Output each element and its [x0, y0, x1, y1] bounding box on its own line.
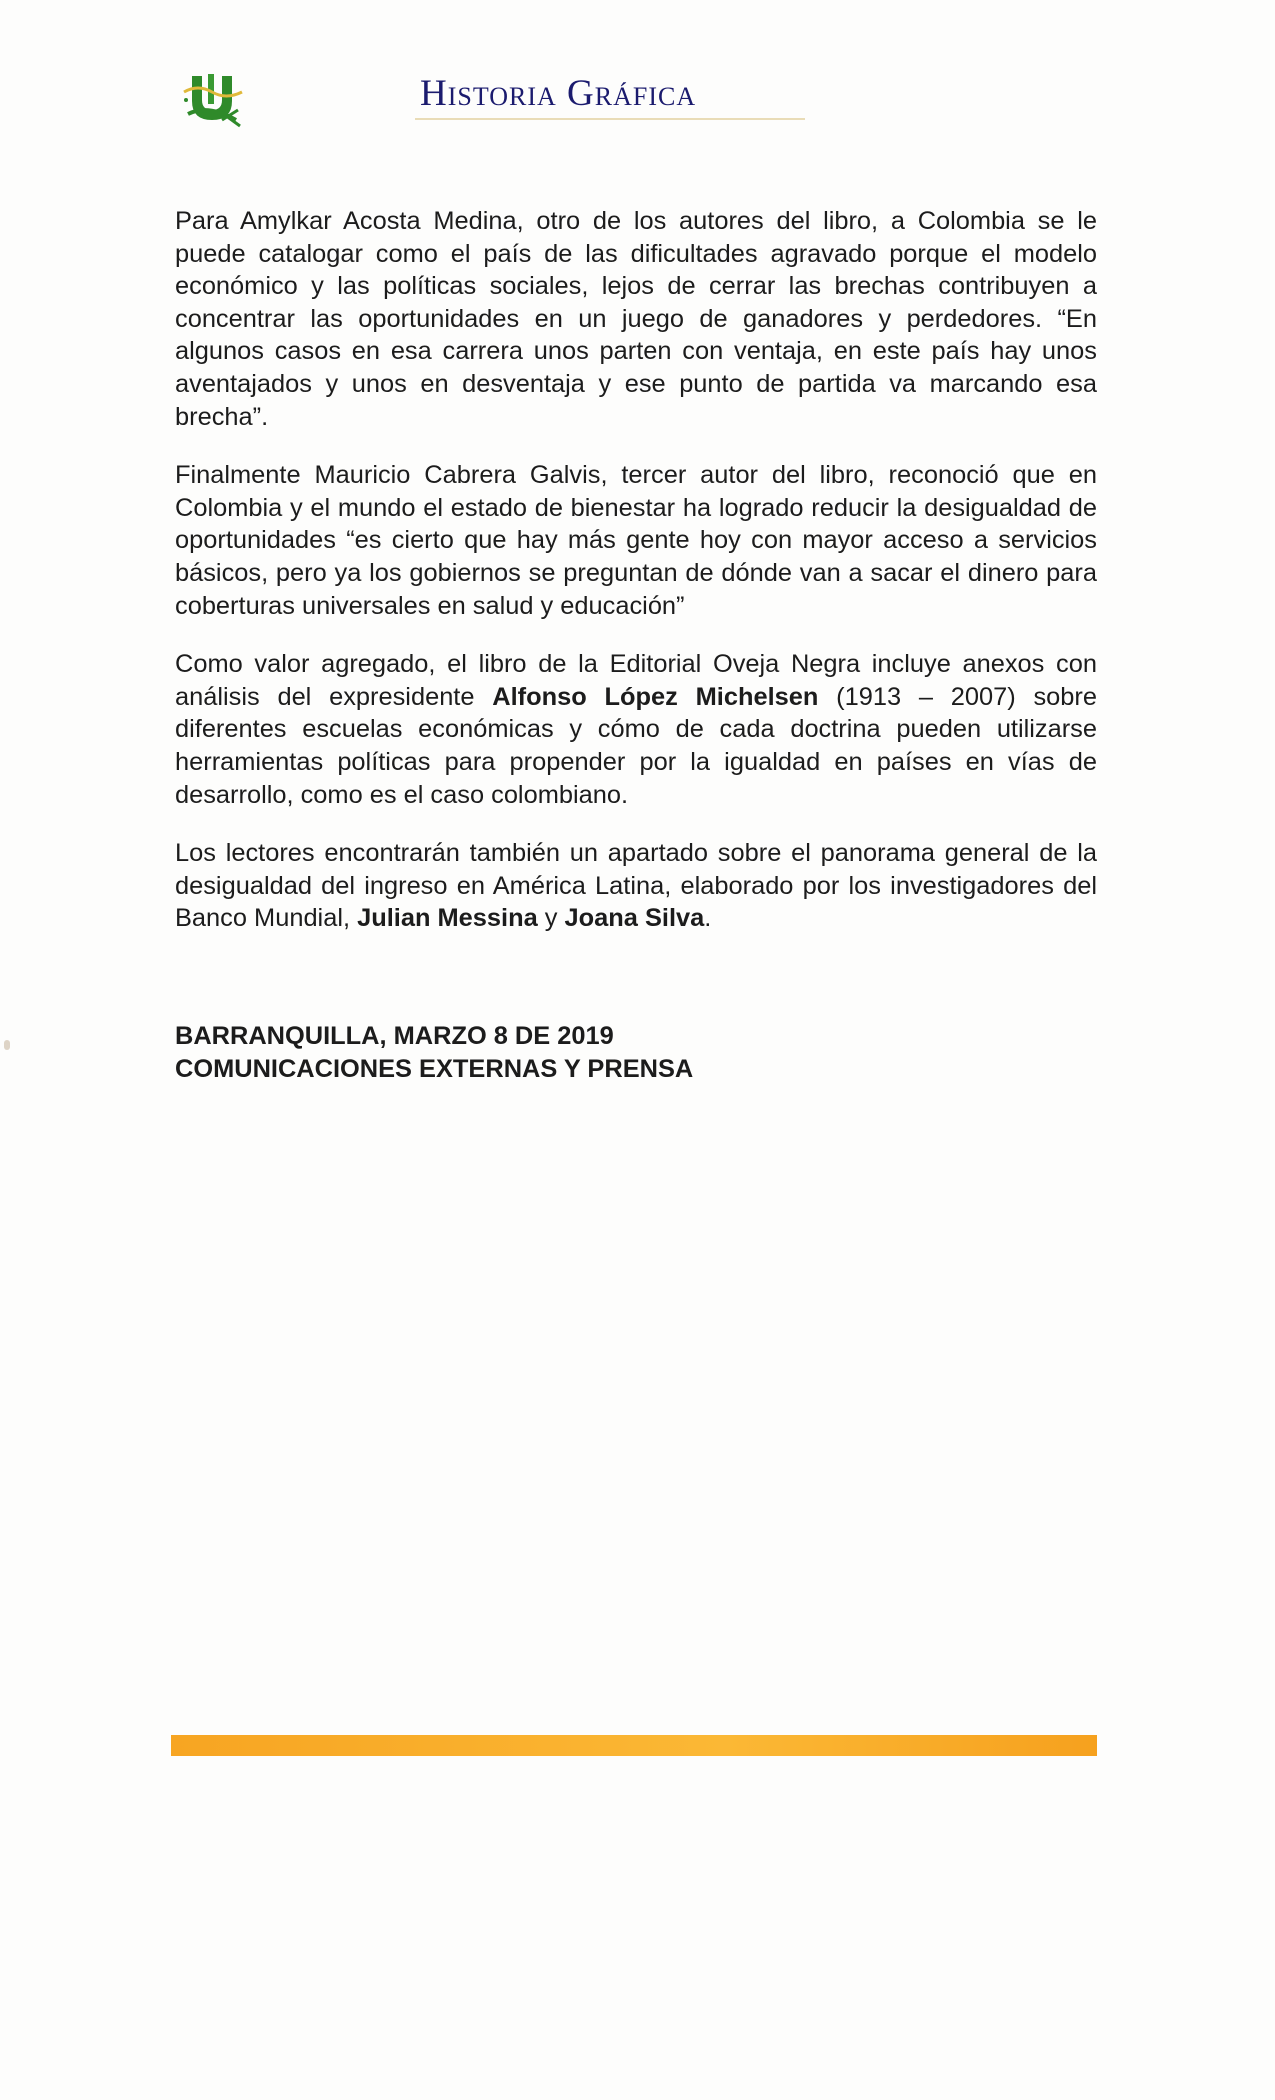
person-name: Alfonso López Michelsen — [492, 682, 819, 711]
paragraph-text: Los lectores encontrarán también un apartado sobre el panorama general de la desigualdad del ingreso en América Latina, elaborado por los investigadores del Banco Mundial, — [175, 839, 1097, 933]
university-crest-icon — [178, 70, 250, 128]
paragraph-text: Como valor agregado, el libro de la Editorial Oveja Negra incluye anexos con análisis del expresidente — [175, 650, 1097, 711]
paragraph-cabrera: Finalmente Mauricio Cabrera Galvis, tercer autor del libro, reconoció que en Colombia y el mundo el estado de bienestar ha logrado reducir la desigualdad de oportunidades “es cierto que hay más gente hoy con mayor acceso a servicios básicos, pero ya los gobiernos se preguntan de dónde van a sacar el dinero para coberturas universales en salud y educación” — [175, 461, 1097, 620]
signoff-date: BARRANQUILLA, MARZO 8 DE 2019 — [175, 1022, 614, 1050]
paragraph-text: . — [704, 904, 712, 933]
paragraph-acosta: Para Amylkar Acosta Medina, otro de los autores del libro, a Colombia se le puede catalogar como el país de las dificultades agravado porque el modelo económico y las políticas sociales, lejos de cerrar las brechas contribuyen a concentrar las oportunidades en un juego de ganadores y perdedores. “En algunos casos en esa carrera unos parten con ventaja, en este país hay unos aventajados y unos en desventaja y ese punto de partida va marcando esa brecha”. — [175, 207, 1097, 431]
footer-bar — [171, 1735, 1097, 1756]
signoff-block — [175, 1020, 693, 1085]
person-name: Julian Messina — [357, 904, 538, 933]
paragraph-text: y — [537, 904, 565, 933]
person-name: Joana Silva — [564, 904, 705, 933]
signoff-department: COMUNICACIONES EXTERNAS Y PRENSA — [175, 1054, 694, 1083]
article-body — [175, 205, 1097, 961]
paragraph-latin-america — [175, 837, 1097, 935]
page-header — [170, 62, 830, 132]
scan-speck — [4, 1040, 10, 1050]
header-title: Historia Gráfica — [420, 73, 697, 114]
paragraph-text: (1913 – 2007) sobre diferentes escuelas económicas y cómo de cada doctrina pueden utilizarse herramientas políticas para propender por la igualdad en países en vías de desarrollo, como es el caso colombiano. — [175, 682, 1097, 809]
header-underline — [415, 118, 805, 120]
paragraph-annexes — [175, 648, 1097, 811]
